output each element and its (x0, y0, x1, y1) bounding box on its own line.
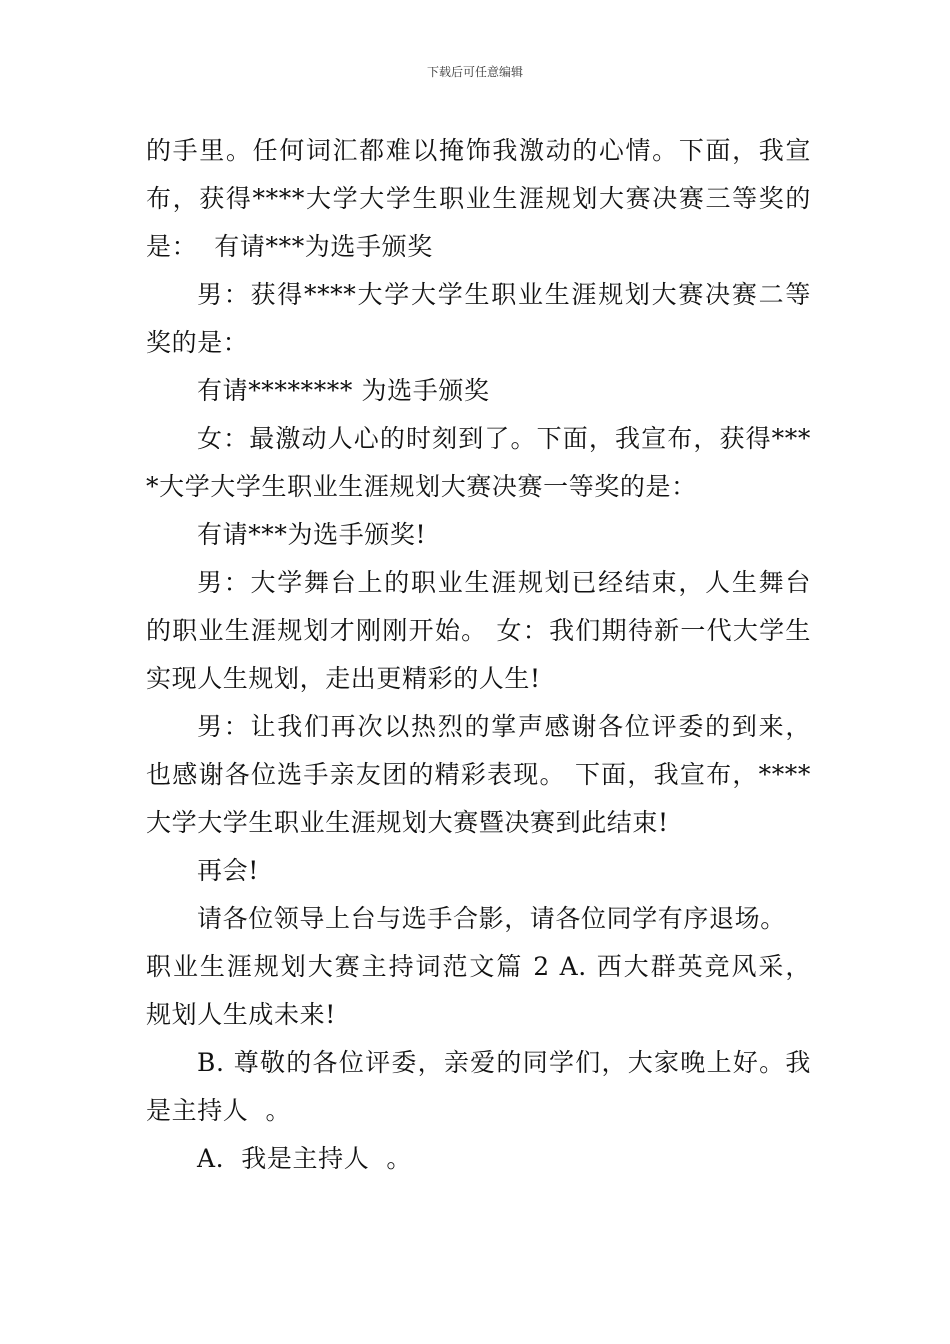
text-line: 是： 有请***为选手颁奖 (146, 232, 433, 261)
document-body (146, 127, 811, 1183)
text-line: 有请******** 为选手颁奖 (197, 376, 490, 405)
text-line: 实现人生规划，走出更精彩的人生! (146, 664, 541, 693)
text-line: 奖的是： (146, 328, 249, 357)
text-line: 男：获得****大学大学生职业生涯规划大赛决赛二等 (197, 280, 811, 309)
text-line: 有请***为选手颁奖! (197, 520, 427, 549)
text-line: 大学大学生职业生涯规划大赛暨决赛到此结束! (146, 808, 669, 837)
text-line: A. 我是主持人 。 (197, 1144, 412, 1173)
text-line: 女：最激动人心的时刻到了。下面，我宣布，获得*** (197, 424, 811, 453)
text-line: B. 尊敬的各位评委，亲爱的同学们，大家晚上好。我 (197, 1048, 811, 1077)
text-line: 请各位领导上台与选手合影，请各位同学有序退场。 (197, 904, 786, 933)
text-line: 的手里。任何词汇都难以掩饰我激动的心情。下面，我宣 (146, 136, 811, 165)
text-line: 的职业生涯规划才刚刚开始。 女：我们期待新一代大学生 (146, 616, 811, 645)
text-line: 男：大学舞台上的职业生涯规划已经结束，人生舞台 (197, 568, 811, 597)
text-line: 布，获得****大学大学生职业生涯规划大赛决赛三等奖的 (146, 184, 811, 213)
text-line: 男：让我们再次以热烈的掌声感谢各位评委的到来， (197, 712, 811, 741)
text-line: 再会! (197, 856, 259, 885)
text-line: 也感谢各位选手亲友团的精彩表现。 下面，我宣布，**** (146, 760, 811, 789)
text-line: *大学大学生职业生涯规划大赛决赛一等奖的是： (146, 472, 697, 501)
page-header: 下载后可任意编辑 (426, 65, 523, 79)
text-line: 是主持人 。 (146, 1096, 292, 1125)
text-line: 规划人生成未来! (146, 1000, 336, 1029)
section-heading-line: 职业生涯规划大赛主持词范文篇 2 A. 西大群英竞风采， (146, 952, 811, 981)
